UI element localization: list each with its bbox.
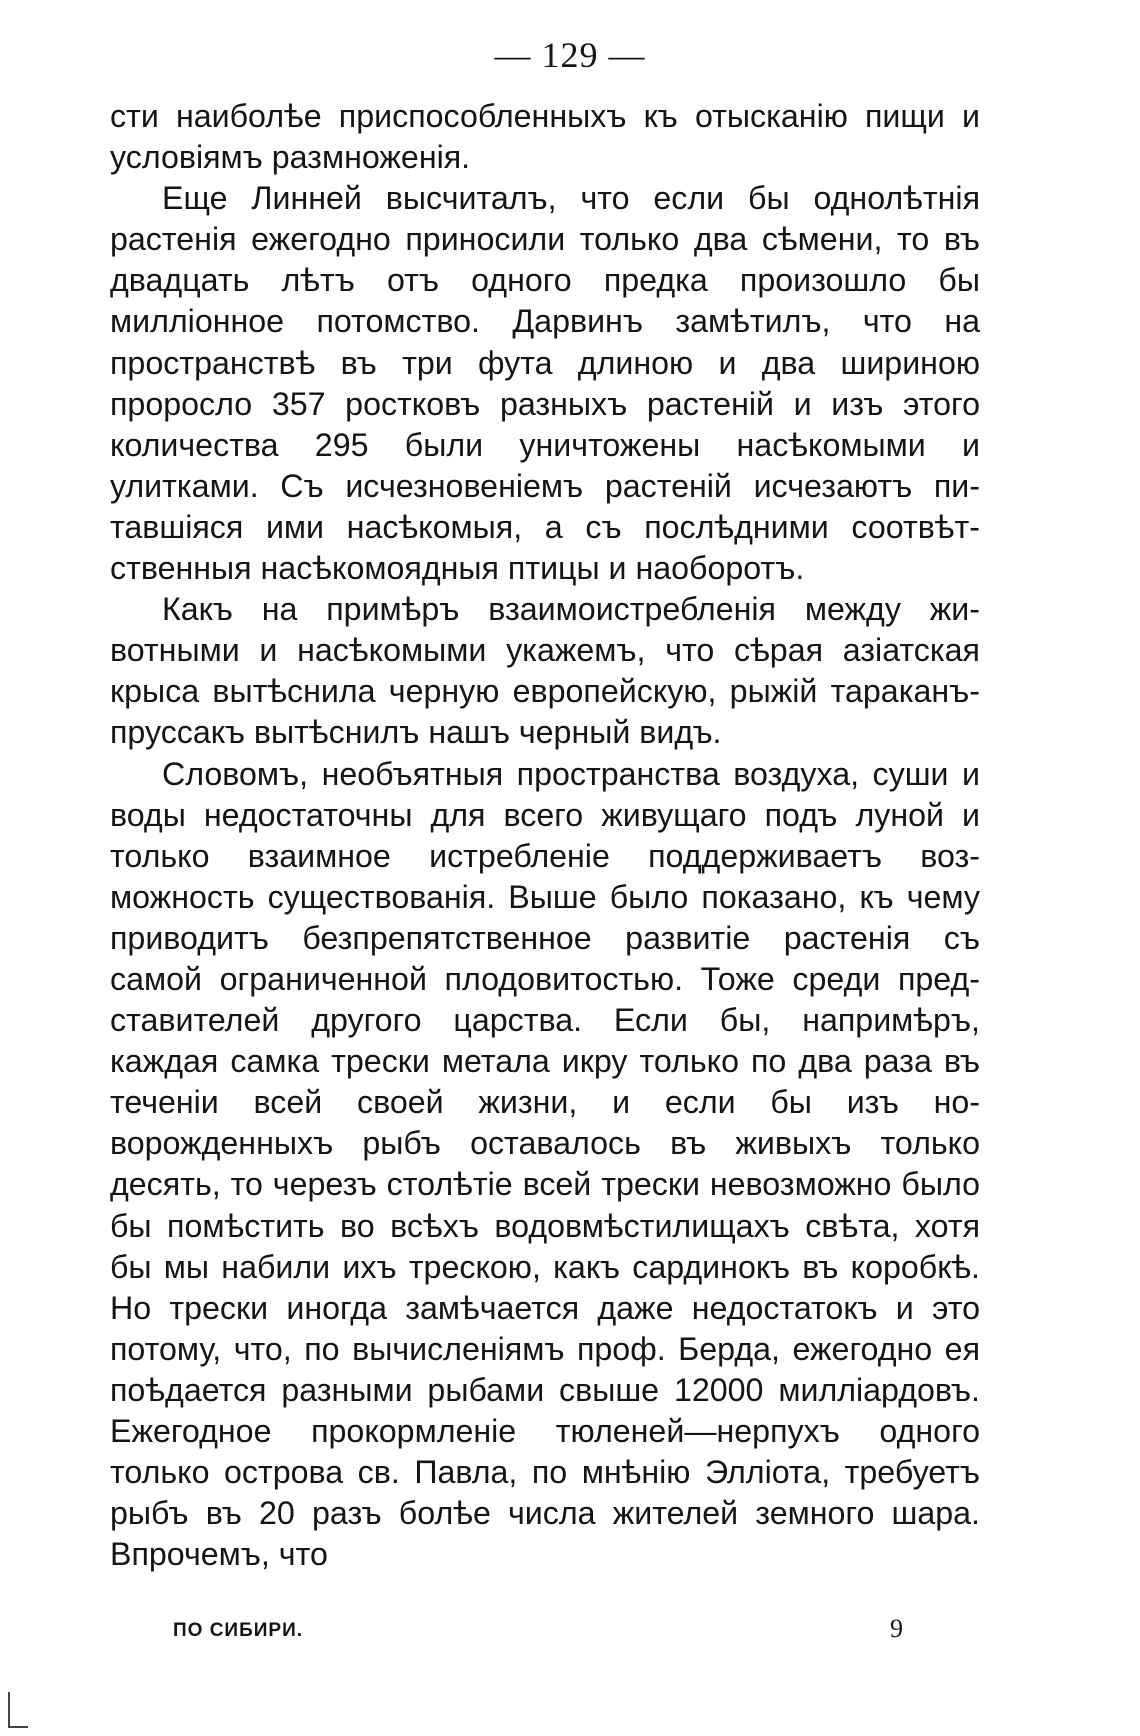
scan-corner-mark xyxy=(8,1692,28,1728)
paragraph-linnaeus-darwin: Еще Линней высчиталъ, что если бы однолѣтнія растенія ежегодно приносили только два сѣмени, то въ двадцать лѣтъ отъ одного предка произошло бы милліонное потомство. Дарвинъ замѣтилъ, что на пространствѣ въ три фута длиною и два шириною проросло 357 ростковъ разныхъ растеній и изъ этого количества 295 были уничтожены насѣкомыми и улитками. Съ исчезновеніемъ растеній исчезаютъ питавшіяся ими насѣкомыя, а съ послѣдними соотвѣтственныя насѣкомоядныя птицы и наоборотъ. xyxy=(110,180,980,587)
page-number: — 129 — xyxy=(494,35,646,75)
main-text xyxy=(110,96,980,1575)
paragraph-continuation: сти наиболѣе приспособленныхъ къ отысканію пищи и условіямъ размноженія. xyxy=(110,98,980,176)
sheet-number: 9 xyxy=(890,1614,903,1643)
paragraph-mutual-destruction: Словомъ, необъятныя пространства воздуха, суши и воды недостаточны для всего живущаго подъ луной и только взаимное истребленіе поддерживаетъ возможность существованія. Выше было показано, къ чему приводитъ безпрепятственное развитіе растенія съ самой ограниченной плодовитостью. Тоже среди представителей другого царства. Если бы, напримѣръ, каждая самка трески метала икру только по два раза въ теченіи всей своей жизни, и если бы изъ новорожденныхъ рыбъ оставалось въ живыхъ только десять, то черезъ столѣтіе всей трески невозможно было бы помѣстить во всѣхъ водовмѣстилищахъ свѣта, хотя бы мы набили ихъ трескою, какъ сардинокъ въ коробкѣ. Но трески иногда замѣчается даже недостатокъ и это потому, что, по вычисленіямъ проф. Берда, ежегодно ея поѣдается разными рыбами свыше 12000 милліардовъ. Ежегодное прокормленіе тюленей—нерпухъ одного только острова св. Павла, по мнѣнію Эллiота, требуетъ рыбъ въ 20 разъ болѣе числа жителей земного шара. Впрочемъ, что xyxy=(110,755,980,1573)
paragraph-animal-displacement: Какъ на примѣръ взаимоистребленія между животными и насѣкомыми укажемъ, что сѣрая азіатская крыса вытѣснила черную европейскую, рыжій тараканъ-пруссакъ вытѣснилъ нашъ черный видъ. xyxy=(110,591,980,751)
page-footer xyxy=(0,1614,1140,1654)
printer-signature: ПО СИБИРИ. xyxy=(173,1620,304,1641)
